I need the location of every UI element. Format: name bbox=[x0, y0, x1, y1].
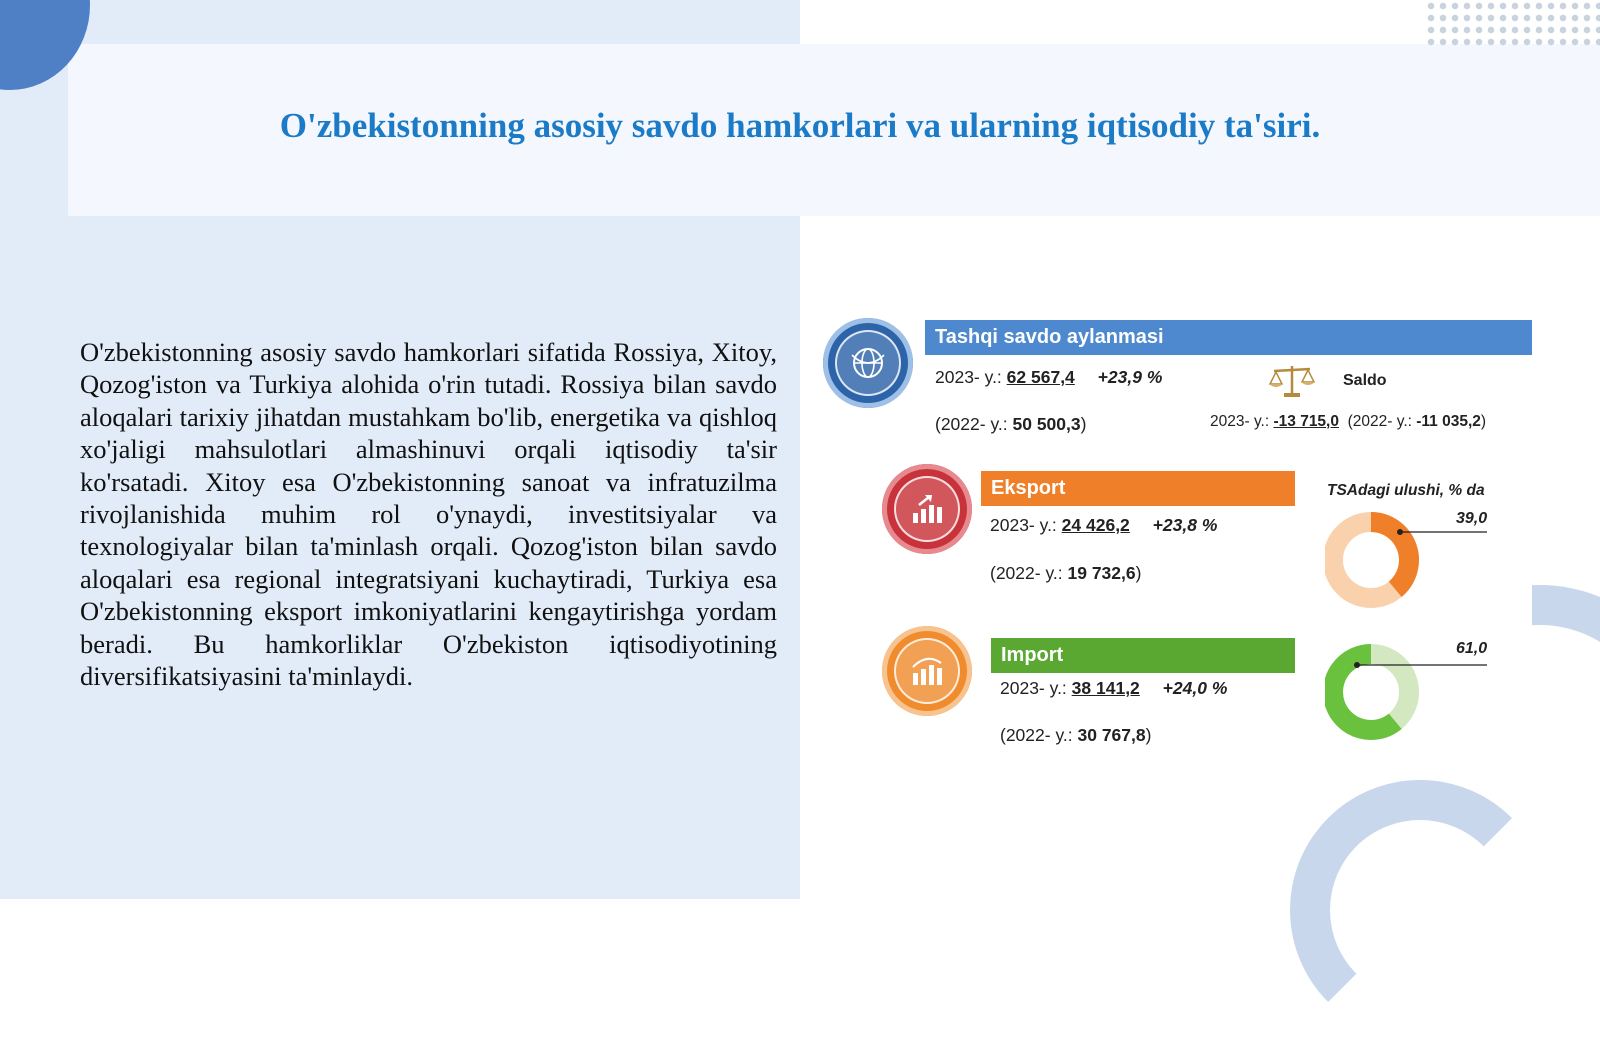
import-header: Import bbox=[991, 638, 1295, 673]
turnover-2023: 2023- y.: 62 567,4 +23,9 % bbox=[935, 367, 1163, 387]
chart-up-icon bbox=[882, 464, 972, 554]
export-2023: 2023- y.: 24 426,2 +23,8 % bbox=[990, 515, 1218, 535]
saldo-label: Saldo bbox=[1343, 372, 1387, 389]
import-2022: (2022- y.: 30 767,8) bbox=[1000, 725, 1152, 745]
trade-infographic bbox=[820, 320, 1532, 770]
saldo-values: 2023- y.: -13 715,0 (2022- y.: -11 035,2) bbox=[1210, 413, 1487, 430]
scales-icon bbox=[1268, 362, 1316, 403]
turnover-header: Tashqi savdo aylanmasi bbox=[925, 320, 1532, 355]
turnover-2022: (2022- y.: 50 500,3) bbox=[935, 414, 1087, 434]
import-2023: 2023- y.: 38 141,2 +24,0 % bbox=[1000, 678, 1228, 698]
share-title: TSAdagi ulushi, % da bbox=[1327, 482, 1485, 499]
body-paragraph: O'zbekistonning asosiy savdo hamkorlari sifatida Rossiya, Xitoy, Qozog'iston va Turkiya alohida o'rin tutadi. Rossiya bilan savdo aloqalari tarixiy jihatdan mustahkam bo'lib, energetika va qishloq xo'jaligi mahsulotlari almashinuvi orqali iqtisodiy ta'sir ko'rsatadi. Xitoy esa O'zbekistonning sanoat va infratuzilma rivojlanishida muhim rol o'ynaydi, investitsiyalar va texnologiyalar bilan ta'minlash orqali. Qozog'iston bilan savdo aloqalari esa regional integratsiyani kuchaytiradi, Turkiya esa O'zbekistonning eksport imkoniyatlarini kengaytirishga yordam beradi. Bu hamkorliklar O'zbekiston iqtisodiyotining diversifikatsiyasini ta'minlaydi. bbox=[80, 337, 777, 692]
globe-icon bbox=[823, 318, 913, 408]
dot-pattern-decoration bbox=[1425, 0, 1600, 48]
import-share-value: 61,0 bbox=[1456, 640, 1488, 657]
export-header: Eksport bbox=[981, 471, 1295, 506]
bar-chart-icon bbox=[882, 626, 972, 716]
export-2022: (2022- y.: 19 732,6) bbox=[990, 563, 1142, 583]
export-share-value: 39,0 bbox=[1456, 510, 1488, 527]
slide-title: O'zbekistonning asosiy savdo hamkorlari va ularning iqtisodiy ta'siri. bbox=[279, 106, 1321, 145]
arc-decoration bbox=[1290, 780, 1550, 1040]
